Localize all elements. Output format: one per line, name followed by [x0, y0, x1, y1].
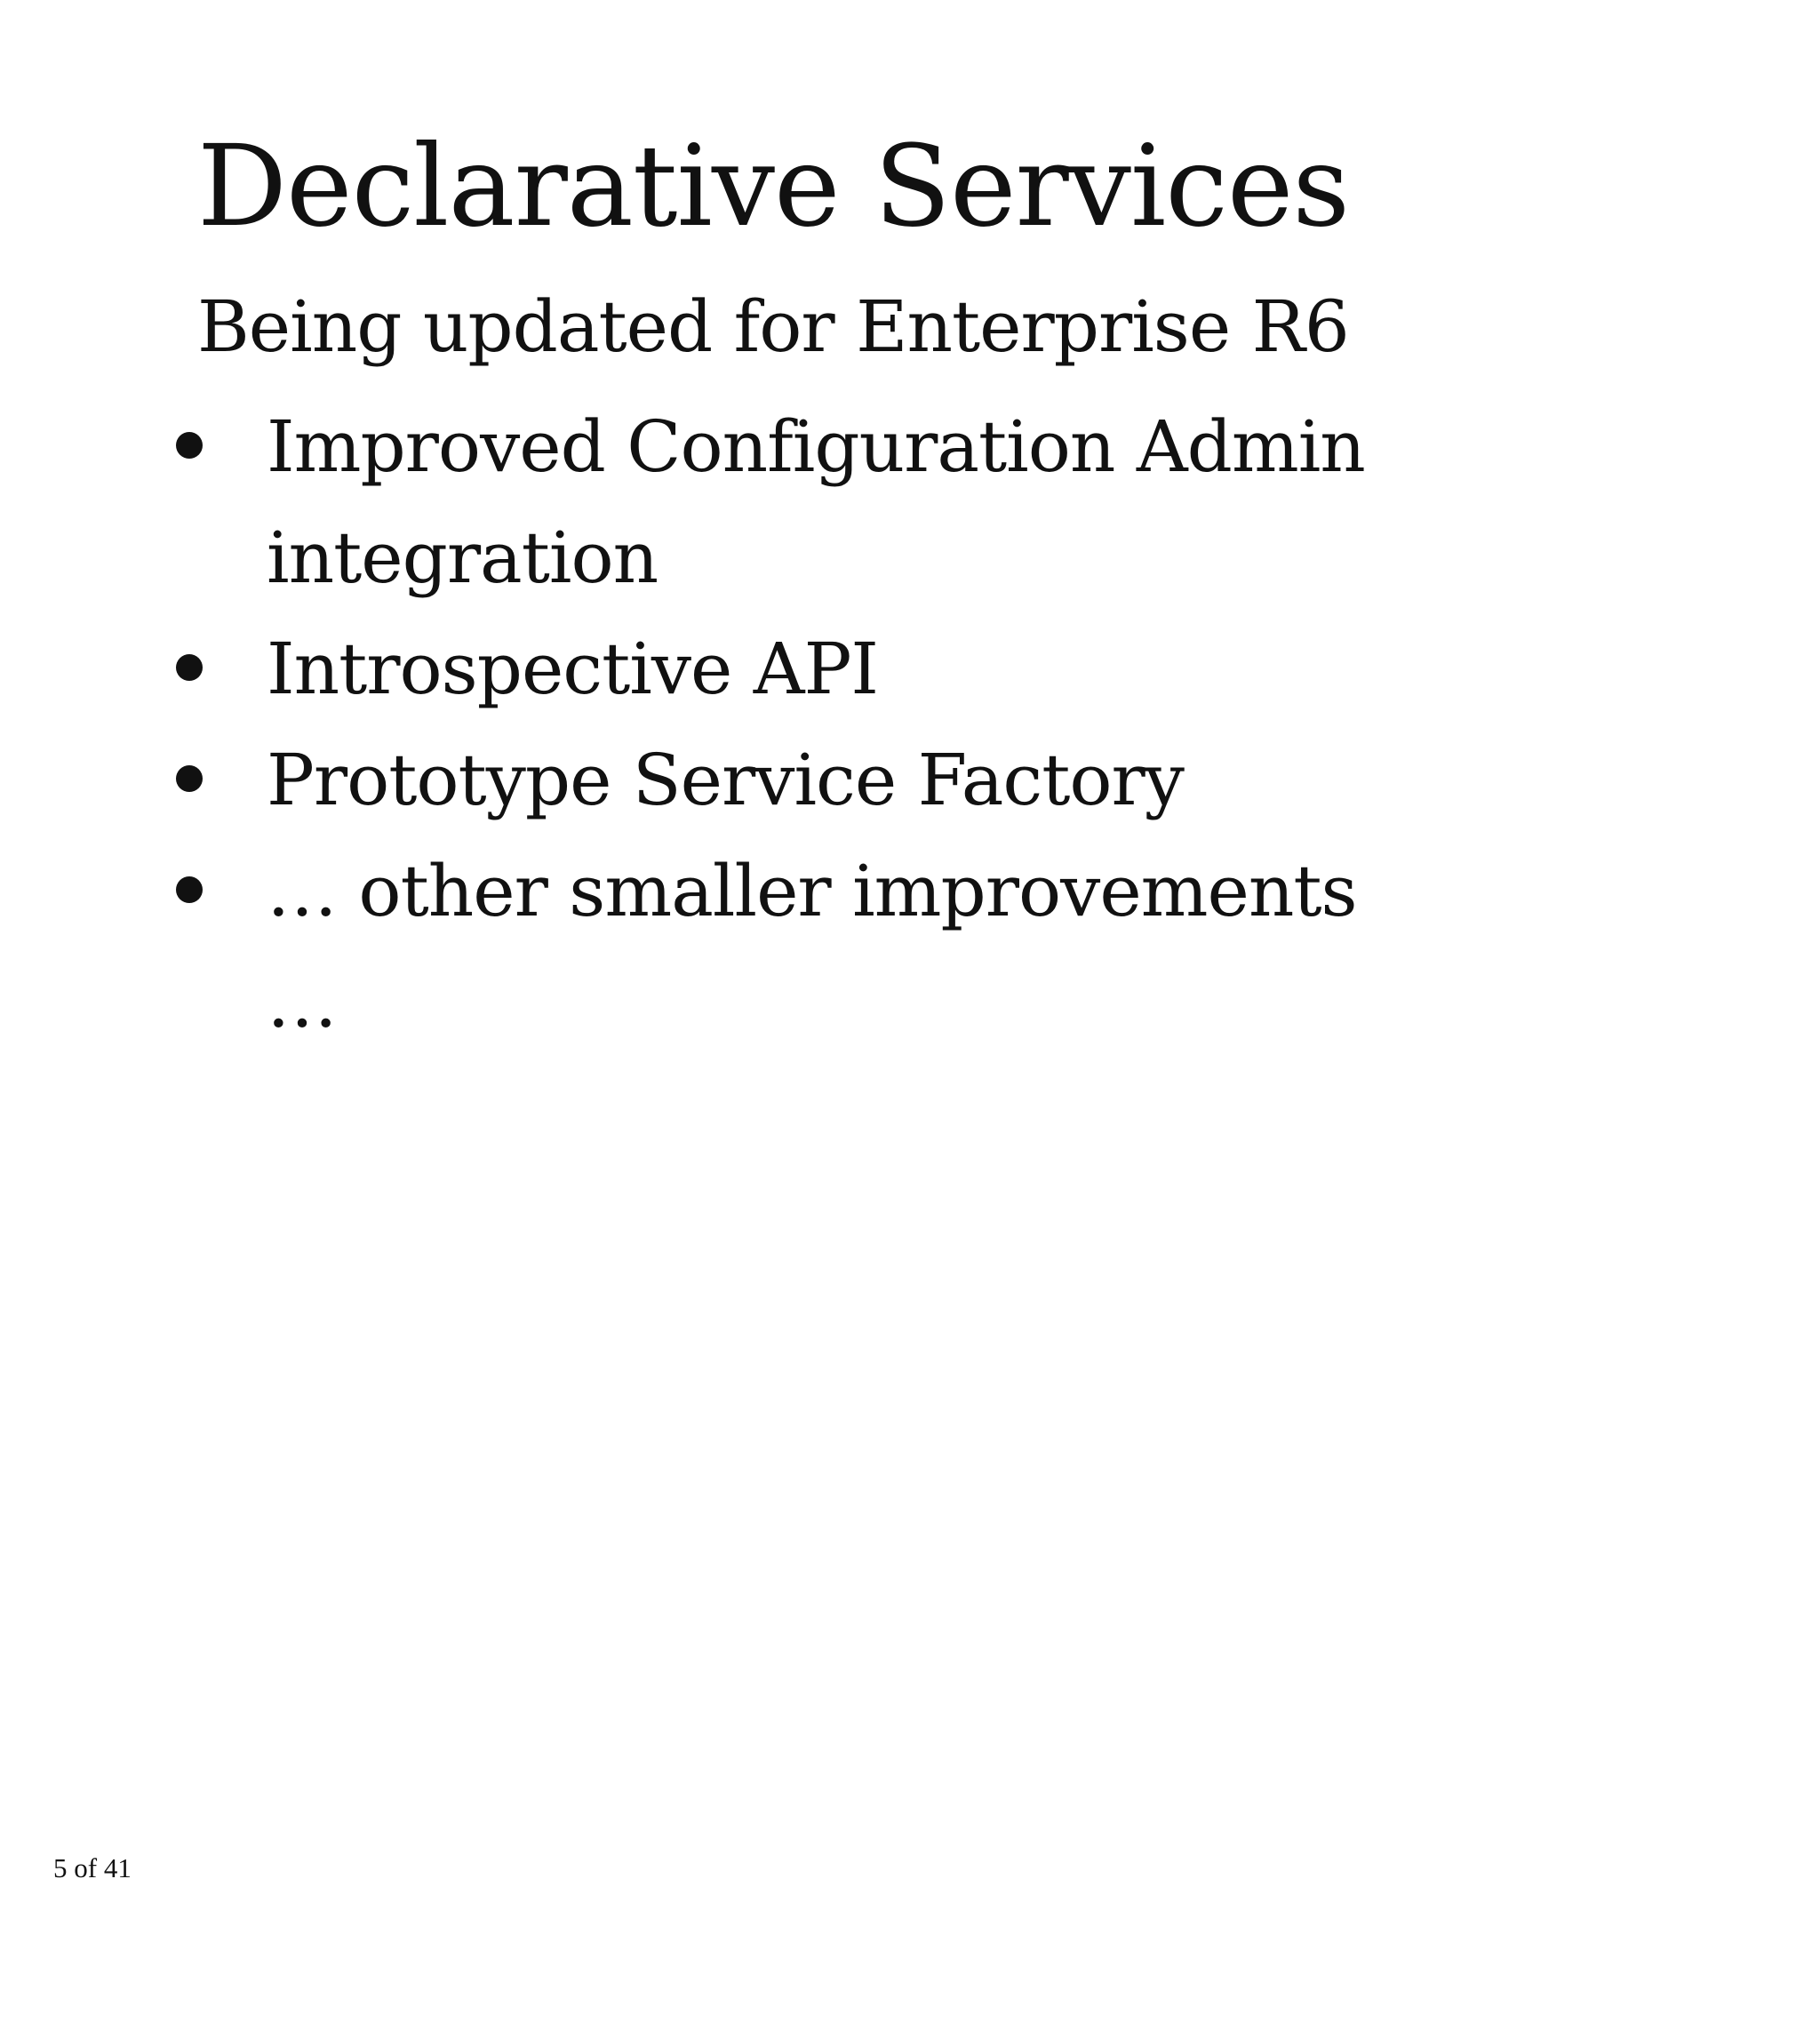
bullet-text: … other smaller improvements …: [267, 850, 1357, 1043]
bullet-list: [0, 391, 1440, 1058]
list-item: [0, 724, 1440, 836]
list-item: [0, 836, 1440, 1058]
bullet-text: Prototype Service Factory: [267, 739, 1184, 821]
bullet-icon: [176, 432, 203, 459]
slide-subtitle: Being updated for Enterprise R6: [197, 285, 1349, 368]
bullet-icon: [176, 765, 203, 792]
bullet-text: Introspective API: [267, 628, 878, 710]
page-indicator: 5 of 41: [53, 1852, 132, 1883]
bullet-icon: [176, 654, 203, 681]
bullet-icon: [176, 876, 203, 903]
slide-title: Declarative Services: [197, 121, 1350, 252]
bullet-text: Improved Configuration Admin integration: [267, 405, 1365, 599]
list-item: [0, 613, 1440, 724]
list-item: [0, 391, 1440, 613]
